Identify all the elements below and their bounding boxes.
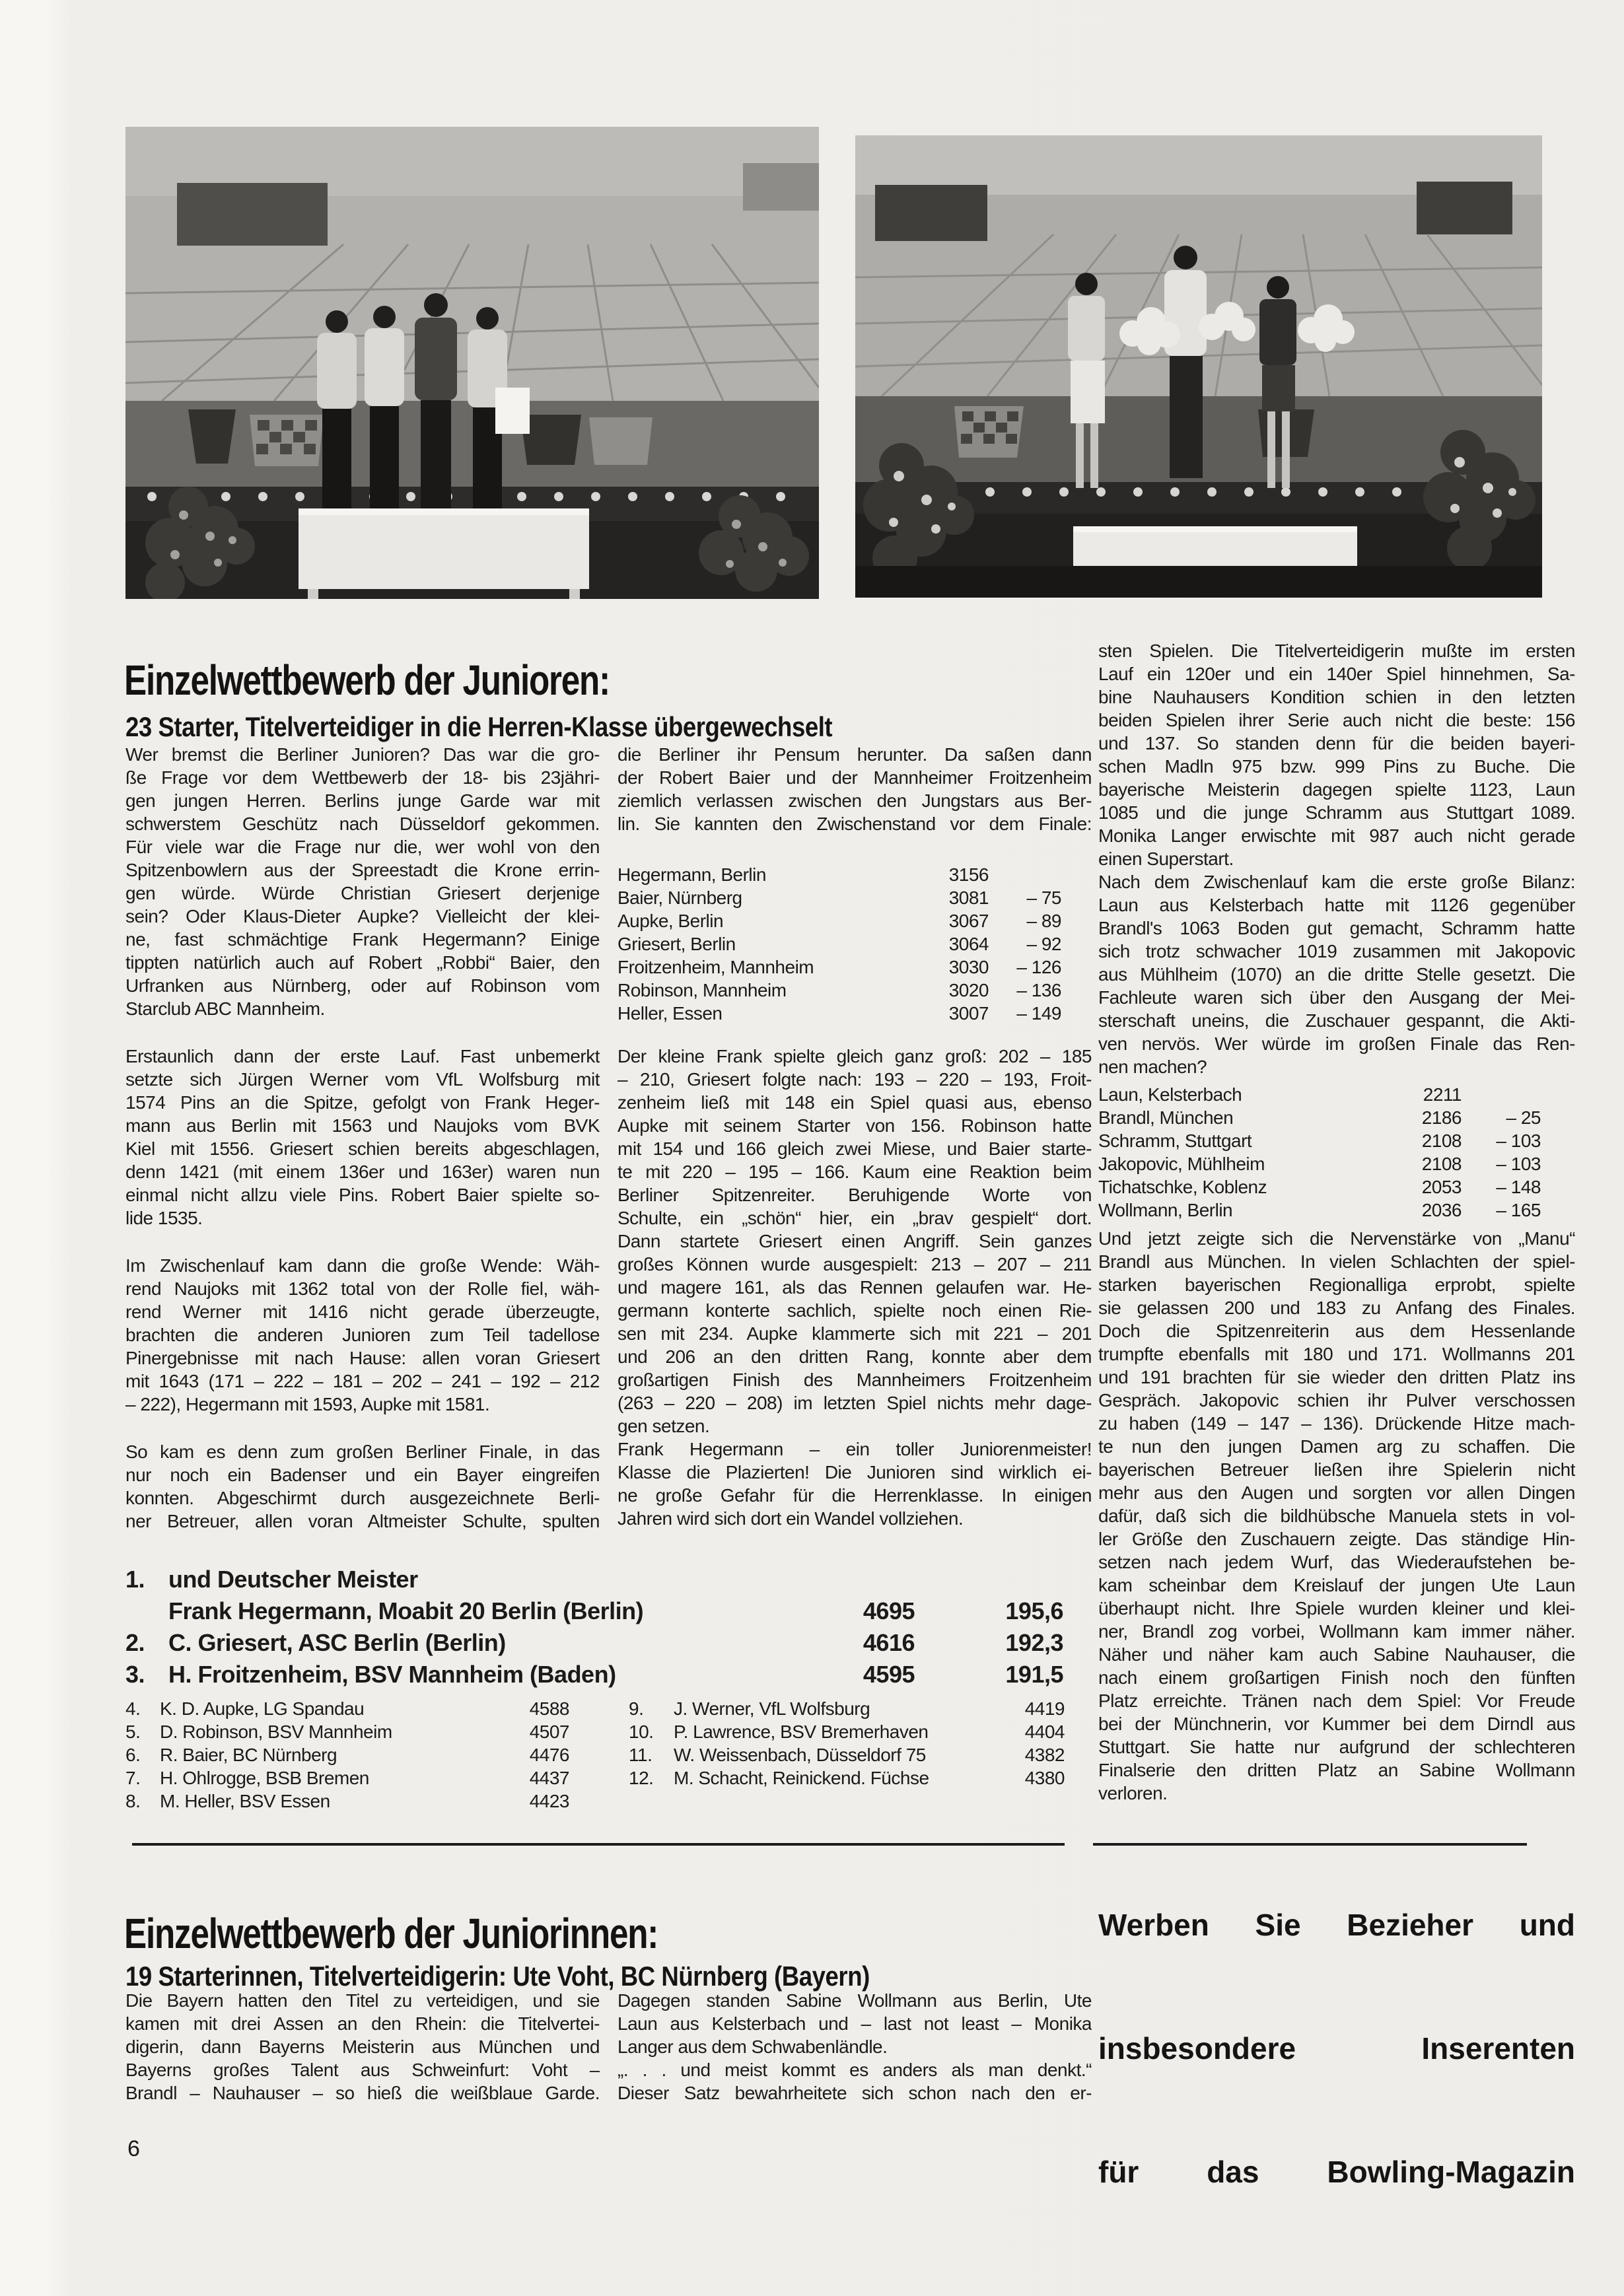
standings-cell: Baier, Nürnberg bbox=[618, 887, 742, 908]
zwischenstand-table bbox=[618, 863, 1061, 1025]
result-row bbox=[629, 1766, 1065, 1790]
juniorinnen-continued-column-bottom bbox=[1098, 1227, 1575, 1805]
text-line: sten Spielen. Die Titelverteidigerin mußte im ersten bbox=[1098, 641, 1575, 661]
standings-cell: Froitzenheim, Mannheim bbox=[618, 957, 814, 977]
text-line: Näher und näher kam auch Sabine Nauhauser, die bbox=[1098, 1644, 1575, 1665]
text-line: sich trotz schwacher 1019 zusammen mit Jakopovic bbox=[1098, 941, 1575, 961]
text-line: ziemlich verlassen zwischen den Jungstars aus Ber- bbox=[618, 790, 1092, 811]
result-row bbox=[629, 1720, 1065, 1743]
text-line: Laun aus Kelsterbach hatte mit 1126 gegenüber bbox=[1098, 895, 1575, 915]
text-line: ne, fast schmächtige Frank Hegermann? Einige bbox=[125, 929, 600, 950]
page-number: 6 bbox=[127, 2136, 140, 2161]
text-line: großartigen Finish des Mannheimers Froitzenheim bbox=[618, 1370, 1092, 1390]
results-ranks-4-8 bbox=[125, 1697, 569, 1813]
standings-row bbox=[618, 863, 1061, 886]
text-line: sterschaft uneins, die Zuschauer gespannt, die Akti- bbox=[1098, 1010, 1575, 1031]
text-line: Bayerns großes Talent aus Schweinfurt: Voht – bbox=[125, 2060, 600, 2080]
result-row-champion-title bbox=[125, 1564, 1063, 1595]
juniorinnen-column-1 bbox=[125, 1989, 600, 2105]
standings-cell: 3020 bbox=[948, 980, 989, 1000]
text-line: Erstaunlich dann der erste Lauf. Fast unbemerkt bbox=[125, 1046, 600, 1066]
result-pins: 4595 bbox=[863, 1661, 915, 1688]
text-line: Klasse die Plazierten! Die Junioren sind wirklich ei- bbox=[618, 1462, 1092, 1482]
result-cell: 4476 bbox=[529, 1745, 569, 1765]
standings-cell: 2036 bbox=[1421, 1200, 1462, 1220]
standings-cell: 2108 bbox=[1421, 1154, 1462, 1174]
result-name: C. Griesert, ASC Berlin (Berlin) bbox=[168, 1629, 506, 1656]
text-line: Spitzenbowlern aus der Spreestadt die Krone errin- bbox=[125, 860, 600, 880]
result-cell: 11. bbox=[629, 1745, 653, 1765]
juniorinnen-continued-column-top bbox=[1098, 639, 1575, 1078]
standings-cell: – 149 bbox=[1016, 1003, 1061, 1024]
text-line: insbesondere Inserenten bbox=[1098, 2032, 1575, 2065]
text-line: ne große Gefahr für die Herrenklasse. In einigen bbox=[618, 1485, 1092, 1506]
house-ad-bowling-magazin bbox=[1098, 1908, 1575, 2188]
text-line: ven nervös. Wer würde im großen Finale das Ren- bbox=[1098, 1033, 1575, 1054]
text-line: brachten die anderen Junioren zum Teil tadellose bbox=[125, 1325, 600, 1345]
result-name: Frank Hegermann, Moabit 20 Berlin (Berlin) bbox=[168, 1597, 644, 1624]
result-cell: 4419 bbox=[1024, 1698, 1065, 1719]
standings-cell: 3081 bbox=[948, 887, 989, 908]
text-line: verloren. bbox=[1098, 1783, 1168, 1803]
paragraph bbox=[125, 743, 600, 1020]
standings-row bbox=[1098, 1106, 1541, 1129]
text-line: Schulte, ein „schön“ hier, ein „brav gespielt“ dort. bbox=[618, 1208, 1092, 1228]
text-line: (263 – 220 – 208) im letzten Spiel nichts mehr dage- bbox=[618, 1393, 1092, 1413]
result-cell: 8. bbox=[125, 1791, 141, 1811]
standings-row bbox=[1098, 1152, 1541, 1175]
text-line: Und jetzt zeigte sich die Nervenstärke von „Manu“ bbox=[1098, 1228, 1575, 1249]
text-line: ner, Brandl zog vorbei, Wollmann kam immer näher. bbox=[1098, 1621, 1575, 1642]
text-line: Pinergebnisse mit nach Hause: allen voran Griesert bbox=[125, 1348, 600, 1368]
text-line: bayerischen Betreuer ließen ihre Spielerin nicht bbox=[1098, 1459, 1575, 1480]
junioren-column-2-intro bbox=[618, 743, 1092, 835]
text-line: bine Nauhausers Kondition schien in den letzten bbox=[1098, 687, 1575, 707]
text-line: Die Bayern hatten den Titel zu verteidigen, und sie bbox=[125, 1990, 600, 2011]
result-cell: 4404 bbox=[1024, 1722, 1065, 1742]
text-line: einmal nicht allzu viele Pins. Robert Baier spielte so- bbox=[125, 1185, 600, 1205]
result-cell: M. Heller, BSV Essen bbox=[160, 1791, 330, 1811]
standings-cell: 2108 bbox=[1421, 1131, 1462, 1151]
text-line: lin. Sie kannten den Zwischenstand vor dem Finale: bbox=[618, 814, 1092, 834]
text-line: denn 1421 (mit einem 136er und 163er) waren nun bbox=[125, 1162, 600, 1182]
paragraph bbox=[618, 1438, 1092, 1530]
text-line: bei der Münchnerin, vor Kummer bei dem Dirndl aus bbox=[1098, 1714, 1575, 1734]
text-line: Lauf ein 120er und ein 140er Spiel hinnehmen, Sa- bbox=[1098, 664, 1575, 684]
text-line: Brandl – Nauhauser – so hieß die weißblaue Garde. bbox=[125, 2083, 600, 2103]
text-line: Der kleine Frank spielte gleich ganz groß: 202 – 185 bbox=[618, 1046, 1092, 1066]
text-line: So kam es denn zum großen Berliner Finale, in das bbox=[125, 1442, 600, 1462]
standings-cell: 3030 bbox=[948, 957, 989, 977]
text-line: mann aus Berlin mit 1563 und Naujoks vom BVK bbox=[125, 1115, 600, 1136]
text-line: – 210, Griesert folgte nach: 193 – 220 – 193, Froit- bbox=[618, 1069, 1092, 1090]
text-line: Aupke mit seinem Starter von 156. Robinson hatte bbox=[618, 1115, 1092, 1136]
podium-photo-juniorinnen bbox=[855, 135, 1542, 598]
standings-cell: 3156 bbox=[948, 864, 989, 885]
text-line: Im Zwischenlauf kam dann die große Wende: Wäh- bbox=[125, 1255, 600, 1276]
text-line: beiden Spielen ihrer Serie auch nicht die beste: 156 bbox=[1098, 710, 1575, 730]
standings-row bbox=[618, 886, 1061, 909]
podium-photo-junioren bbox=[125, 127, 819, 599]
paragraph bbox=[618, 743, 1092, 835]
finale-standings-table bbox=[1098, 1083, 1541, 1222]
text-line: Brandl's 1063 Boden gut gemacht, Schramm hatte bbox=[1098, 918, 1575, 938]
text-line: und 206 an den dritten Rang, konnte aber dem bbox=[618, 1346, 1092, 1367]
standings-cell: – 148 bbox=[1496, 1177, 1541, 1197]
text-line: nen machen? bbox=[1098, 1057, 1207, 1077]
text-line: Platz erreichte. Tränen nach dem Spiel: Vor Freude bbox=[1098, 1690, 1575, 1711]
paragraph bbox=[618, 1989, 1092, 2058]
standings-cell: 3064 bbox=[948, 934, 989, 954]
text-line: rend Werner mit 1416 nicht gerade überzeugte, bbox=[125, 1302, 600, 1322]
paragraph bbox=[125, 1440, 600, 1533]
standings-cell: Griesert, Berlin bbox=[618, 934, 736, 954]
standings-cell: 2186 bbox=[1421, 1107, 1462, 1128]
standings-row bbox=[618, 932, 1061, 956]
paragraph bbox=[1098, 1908, 1575, 2188]
text-line: kam scheinbar dem Kreislauf der jungen Ute Laun bbox=[1098, 1575, 1575, 1595]
text-line: Nach dem Zwischenlauf kam die erste große Bilanz: bbox=[1098, 872, 1575, 892]
result-row bbox=[125, 1790, 569, 1813]
standings-cell: – 136 bbox=[1016, 980, 1061, 1000]
standings-cell: Hegermann, Berlin bbox=[618, 864, 766, 885]
result-cell: R. Baier, BC Nürnberg bbox=[160, 1745, 337, 1765]
standings-cell: Jakopovic, Mühlheim bbox=[1098, 1154, 1265, 1174]
junioren-column-2-body bbox=[618, 1045, 1092, 1530]
standings-row bbox=[1098, 1199, 1541, 1222]
standings-cell: 2053 bbox=[1421, 1177, 1462, 1197]
text-line: gen würde. Würde Christian Griesert derjenige bbox=[125, 883, 600, 903]
text-line: die Berliner ihr Pensum herunter. Da saßen dann bbox=[618, 744, 1092, 765]
text-line: Frank Hegermann – ein toller Juniorenmeister! bbox=[618, 1439, 1092, 1459]
result-cell: W. Weissenbach, Düsseldorf 75 bbox=[674, 1745, 926, 1765]
paragraph bbox=[618, 2058, 1092, 2105]
text-line: gen setzen. bbox=[618, 1416, 710, 1436]
result-row bbox=[629, 1743, 1065, 1766]
text-line: mit 154 und 166 gleich zwei Miese, und Baier starte- bbox=[618, 1138, 1092, 1159]
text-line: trumpfte ebenfalls mit 180 und 171. Wollmanns 201 bbox=[1098, 1344, 1575, 1364]
text-line: tippten natürlich auch auf Robert „Robbi“ Baier, den bbox=[125, 952, 600, 973]
text-line: Berliner Spitzenreiter. Beruhigende Worte von bbox=[618, 1185, 1092, 1205]
standings-cell: – 103 bbox=[1496, 1154, 1541, 1174]
result-cell: H. Ohlrogge, BSB Bremen bbox=[160, 1768, 369, 1788]
result-cell: 4507 bbox=[529, 1722, 569, 1742]
text-line: te nun den jungen Damen arg zu schaffen. Die bbox=[1098, 1436, 1575, 1457]
text-line: mit 1643 (171 – 222 – 181 – 202 – 241 – 192 – 212 bbox=[125, 1371, 600, 1391]
text-line: ler Größe den Zuschauern zeigte. Das ständige Hin- bbox=[1098, 1529, 1575, 1549]
paragraph bbox=[125, 1045, 600, 1230]
standings-cell: – 25 bbox=[1506, 1107, 1541, 1128]
result-cell: 4382 bbox=[1024, 1745, 1065, 1765]
result-average: 191,5 bbox=[1005, 1661, 1063, 1688]
text-line: digerin, dann Bayerns Meisterin aus München und bbox=[125, 2036, 600, 2057]
text-line: Monika Langer erwischte mit 987 auch nicht gerade bbox=[1098, 825, 1575, 846]
text-line: und 191 brachten für sie wieder den dritten Platz ins bbox=[1098, 1367, 1575, 1387]
text-line: Dieser Satz bewahrheitete sich schon nach den er- bbox=[618, 2083, 1092, 2103]
text-line: 1574 Pins an die Spitze, gefolgt von Frank Heger- bbox=[125, 1092, 600, 1113]
text-line: bayerische Meisterin dagegen spielte 1123, Laun bbox=[1098, 779, 1575, 800]
result-average: 192,3 bbox=[1005, 1629, 1063, 1656]
junioren-headline: Einzelwettbewerb der Junioren: bbox=[124, 656, 610, 704]
text-line: der Robert Baier und der Mannheimer Froitzenheim bbox=[618, 767, 1092, 788]
text-line: großes Können wurde ausgespielt: 213 – 207 – 211 bbox=[618, 1254, 1092, 1274]
text-line: gen jungen Herren. Berlins junge Garde war mit bbox=[125, 790, 600, 811]
text-line: sen mit 234. Aupke klammerte sich mit 221 – 201 bbox=[618, 1323, 1092, 1344]
result-cell: 4. bbox=[125, 1698, 141, 1719]
result-cell: 4423 bbox=[529, 1791, 569, 1811]
result-row bbox=[125, 1743, 569, 1766]
text-line: Kiel mit 1556. Griesert schien bereits abgeschlagen, bbox=[125, 1138, 600, 1159]
text-line: nach einem großartigen Finish noch den fünften bbox=[1098, 1667, 1575, 1688]
result-cell: 6. bbox=[125, 1745, 141, 1765]
text-line: aus Mühlheim (1070) an die dritte Stelle gesetzt. Die bbox=[1098, 964, 1575, 985]
paragraph bbox=[125, 1254, 600, 1416]
standings-row bbox=[618, 979, 1061, 1002]
standings-cell bbox=[989, 863, 1061, 886]
text-line: konnten. Abgeschirmt durch ausgezeichnete Berli- bbox=[125, 1488, 600, 1508]
result-cell: K. D. Aupke, LG Spandau bbox=[160, 1698, 365, 1719]
result-cell: 5. bbox=[125, 1722, 141, 1742]
text-line: lide 1535. bbox=[125, 1208, 203, 1228]
text-line: für das Bowling-Magazin bbox=[1098, 2155, 1575, 2188]
text-line: einen Superstart. bbox=[1098, 849, 1234, 869]
result-cell: 4380 bbox=[1024, 1768, 1065, 1788]
paragraph bbox=[125, 1989, 600, 2105]
text-line: kamen mit drei Assen an den Rhein: die Titelvertei- bbox=[125, 2013, 600, 2034]
podium-photo-juniorinnen-illustration bbox=[855, 135, 1542, 598]
text-line: setzte sich Jürgen Werner vom VfL Wolfsburg mit bbox=[125, 1069, 600, 1090]
result-cell: D. Robinson, BSV Mannheim bbox=[160, 1722, 392, 1742]
result-cell: 12. bbox=[629, 1768, 654, 1788]
text-line: dafür, daß sich die bildhübsche Manuela stets in vol- bbox=[1098, 1506, 1575, 1526]
text-line: ße Frage vor dem Wettbewerb der 18- bis 23jähri- bbox=[125, 767, 600, 788]
text-line: ner Betreuer, allen voran Altmeister Schulte, spulten bbox=[125, 1511, 600, 1531]
text-line: Finalserie den dritten Platz an Sabine Wollmann bbox=[1098, 1760, 1575, 1780]
standings-row bbox=[618, 1002, 1061, 1025]
results-top3 bbox=[125, 1564, 1063, 1690]
result-rank: 3. bbox=[125, 1661, 145, 1688]
standings-row bbox=[618, 956, 1061, 979]
text-line: – 222), Hegermann mit 1593, Aupke mit 1581. bbox=[125, 1394, 490, 1414]
standings-cell: Robinson, Mannheim bbox=[618, 980, 787, 1000]
result-rank: 1. bbox=[125, 1566, 145, 1593]
junioren-column-1 bbox=[125, 743, 600, 1533]
standings-cell bbox=[1462, 1083, 1541, 1106]
standings-row bbox=[1098, 1083, 1541, 1106]
paragraph bbox=[618, 1045, 1092, 1438]
result-cell: 4588 bbox=[529, 1698, 569, 1719]
text-line: überhaupt nicht. Ihre Spiele wurden kleiner und klei- bbox=[1098, 1598, 1575, 1618]
text-line: Laun aus Kelsterbach und – last not least – Monika bbox=[618, 2013, 1092, 2034]
text-line: Werben Sie Bezieher und bbox=[1098, 1908, 1575, 1941]
standings-cell: Schramm, Stuttgart bbox=[1098, 1131, 1252, 1151]
text-line: zu haben (149 – 147 – 136). Drückende Hitze mach- bbox=[1098, 1413, 1575, 1434]
result-row-second bbox=[125, 1627, 1063, 1659]
standings-row bbox=[618, 909, 1061, 932]
text-line: schen Madln 975 bzw. 999 Pins zu Buche. Die bbox=[1098, 756, 1575, 777]
standings-row bbox=[1098, 1129, 1541, 1152]
result-cell: P. Lawrence, BSV Bremerhaven bbox=[674, 1722, 929, 1742]
standings-cell: – 92 bbox=[1026, 934, 1061, 954]
result-cell: 4437 bbox=[529, 1768, 569, 1788]
result-title: und Deutscher Meister bbox=[168, 1566, 418, 1593]
standings-cell: – 89 bbox=[1026, 911, 1061, 931]
result-row bbox=[629, 1697, 1065, 1720]
text-line: 1085 und die junge Schramm aus Stuttgart 1089. bbox=[1098, 802, 1575, 823]
standings-cell: Laun, Kelsterbach bbox=[1098, 1084, 1242, 1105]
text-line: Starclub ABC Mannheim. bbox=[125, 998, 325, 1019]
juniorinnen-column-2 bbox=[618, 1989, 1092, 2105]
text-line: Für viele war die Frage nur die, wer wohl von den bbox=[125, 837, 600, 857]
result-name: H. Froitzenheim, BSV Mannheim (Baden) bbox=[168, 1661, 616, 1688]
text-line: Jahren wird sich dort ein Wandel vollziehen. bbox=[618, 1508, 964, 1529]
result-row bbox=[125, 1697, 569, 1720]
text-line: sie gelassen 200 und 183 zu Anfang des Finales. bbox=[1098, 1298, 1575, 1318]
result-average: 195,6 bbox=[1005, 1597, 1063, 1624]
standings-cell: Tichatschke, Koblenz bbox=[1098, 1177, 1267, 1197]
standings-cell: – 103 bbox=[1496, 1131, 1541, 1151]
result-pins: 4695 bbox=[863, 1597, 915, 1624]
standings-cell: – 126 bbox=[1016, 957, 1061, 977]
standings-cell: Wollmann, Berlin bbox=[1098, 1200, 1233, 1220]
text-line: Dann startete Griesert einen Angriff. Sein ganzes bbox=[618, 1231, 1092, 1251]
result-row bbox=[125, 1766, 569, 1790]
standings-cell: 3067 bbox=[948, 911, 989, 931]
text-line: Doch die Spitzenreiterin aus dem Hessenlande bbox=[1098, 1321, 1575, 1341]
text-line: Langer aus dem Schwabenländle. bbox=[618, 2036, 888, 2057]
junioren-subhead: 23 Starter, Titelverteidiger in die Herren-Klasse übergewechselt bbox=[125, 711, 833, 742]
text-line: nur noch ein Badenser und ein Bayer eingreifen bbox=[125, 1465, 600, 1485]
standings-cell: 3007 bbox=[948, 1003, 989, 1024]
standings-cell: Aupke, Berlin bbox=[618, 911, 724, 931]
text-line: starken bayerischen Regionalliga erprobt, spielte bbox=[1098, 1274, 1575, 1295]
result-pins: 4616 bbox=[863, 1629, 915, 1656]
results-ranks-9-12 bbox=[629, 1697, 1065, 1790]
text-line: te mit 220 – 195 – 166. Kaum eine Reaktion beim bbox=[618, 1162, 1092, 1182]
text-line: Fachleute waren sich über den Ausgang der Mei- bbox=[1098, 987, 1575, 1008]
juniorinnen-subhead: 19 Starterinnen, Titelverteidigerin: Ute Voht, BC Nürnberg (Bayern) bbox=[125, 1960, 870, 1992]
text-line: Urfranken aus Nürnberg, oder auf Robinson vom bbox=[125, 975, 600, 996]
standings-cell: 2211 bbox=[1423, 1084, 1462, 1105]
result-cell: M. Schacht, Reinickend. Füchse bbox=[674, 1768, 929, 1788]
text-line: rend Naujoks mit 1362 total von der Rolle fiel, wäh- bbox=[125, 1278, 600, 1299]
text-line: zenheim ließ mit 148 ein Spiel quasi aus, ebenso bbox=[618, 1092, 1092, 1113]
text-line: Stuttgart. Sie hatte nur aufgrund der schlechteren bbox=[1098, 1737, 1575, 1757]
section-divider-right bbox=[1093, 1843, 1527, 1846]
paragraph bbox=[1098, 1227, 1575, 1805]
text-line: germann konterte sachlich, spielte noch einen Rie- bbox=[618, 1300, 1092, 1321]
standings-row bbox=[1098, 1175, 1541, 1199]
text-line: Dagegen standen Sabine Wollmann aus Berlin, Ute bbox=[618, 1990, 1092, 2011]
text-line: sein? Oder Klaus-Dieter Aupke? Vielleicht der klei- bbox=[125, 906, 600, 926]
text-line: mehr aus den Augen und sorgten vor allen Dingen bbox=[1098, 1482, 1575, 1503]
result-rank: 2. bbox=[125, 1629, 145, 1656]
result-cell: J. Werner, VfL Wolfsburg bbox=[674, 1698, 870, 1719]
text-line: setzen nach jedem Wurf, das Wiederaufstehen be- bbox=[1098, 1552, 1575, 1572]
result-cell: 7. bbox=[125, 1768, 141, 1788]
text-line: und magere 161, als das Rennen gelaufen war. He- bbox=[618, 1277, 1092, 1298]
podium-photo-junioren-illustration bbox=[125, 127, 819, 599]
section-divider-left bbox=[132, 1843, 1065, 1846]
paragraph bbox=[1098, 639, 1575, 870]
text-line: schwerstem Geschütz nach Düsseldorf gekommen. bbox=[125, 814, 600, 834]
juniorinnen-headline: Einzelwettbewerb der Juniorinnen: bbox=[124, 1909, 658, 1957]
text-line: „. . . und meist kommt es anders als man denkt.“ bbox=[618, 2060, 1092, 2080]
standings-cell: – 165 bbox=[1496, 1200, 1541, 1220]
text-line: und 137. So standen denn für die beiden bayeri- bbox=[1098, 733, 1575, 753]
standings-cell: Brandl, München bbox=[1098, 1107, 1234, 1128]
result-cell: 9. bbox=[629, 1698, 644, 1719]
paragraph bbox=[1098, 870, 1575, 1078]
text-line: Gespräch. Jakopovic schien ihr Pulver verschossen bbox=[1098, 1390, 1575, 1410]
result-row-third bbox=[125, 1659, 1063, 1690]
standings-cell: – 75 bbox=[1026, 887, 1061, 908]
standings-cell: Heller, Essen bbox=[618, 1003, 723, 1024]
result-cell: 10. bbox=[629, 1722, 654, 1742]
text-line: Brandl aus München. In vielen Schlachten der spiel- bbox=[1098, 1251, 1575, 1272]
result-row-champion bbox=[125, 1595, 1063, 1627]
result-row bbox=[125, 1720, 569, 1743]
text-line: Wer bremst die Berliner Junioren? Das war die gro- bbox=[125, 744, 600, 765]
